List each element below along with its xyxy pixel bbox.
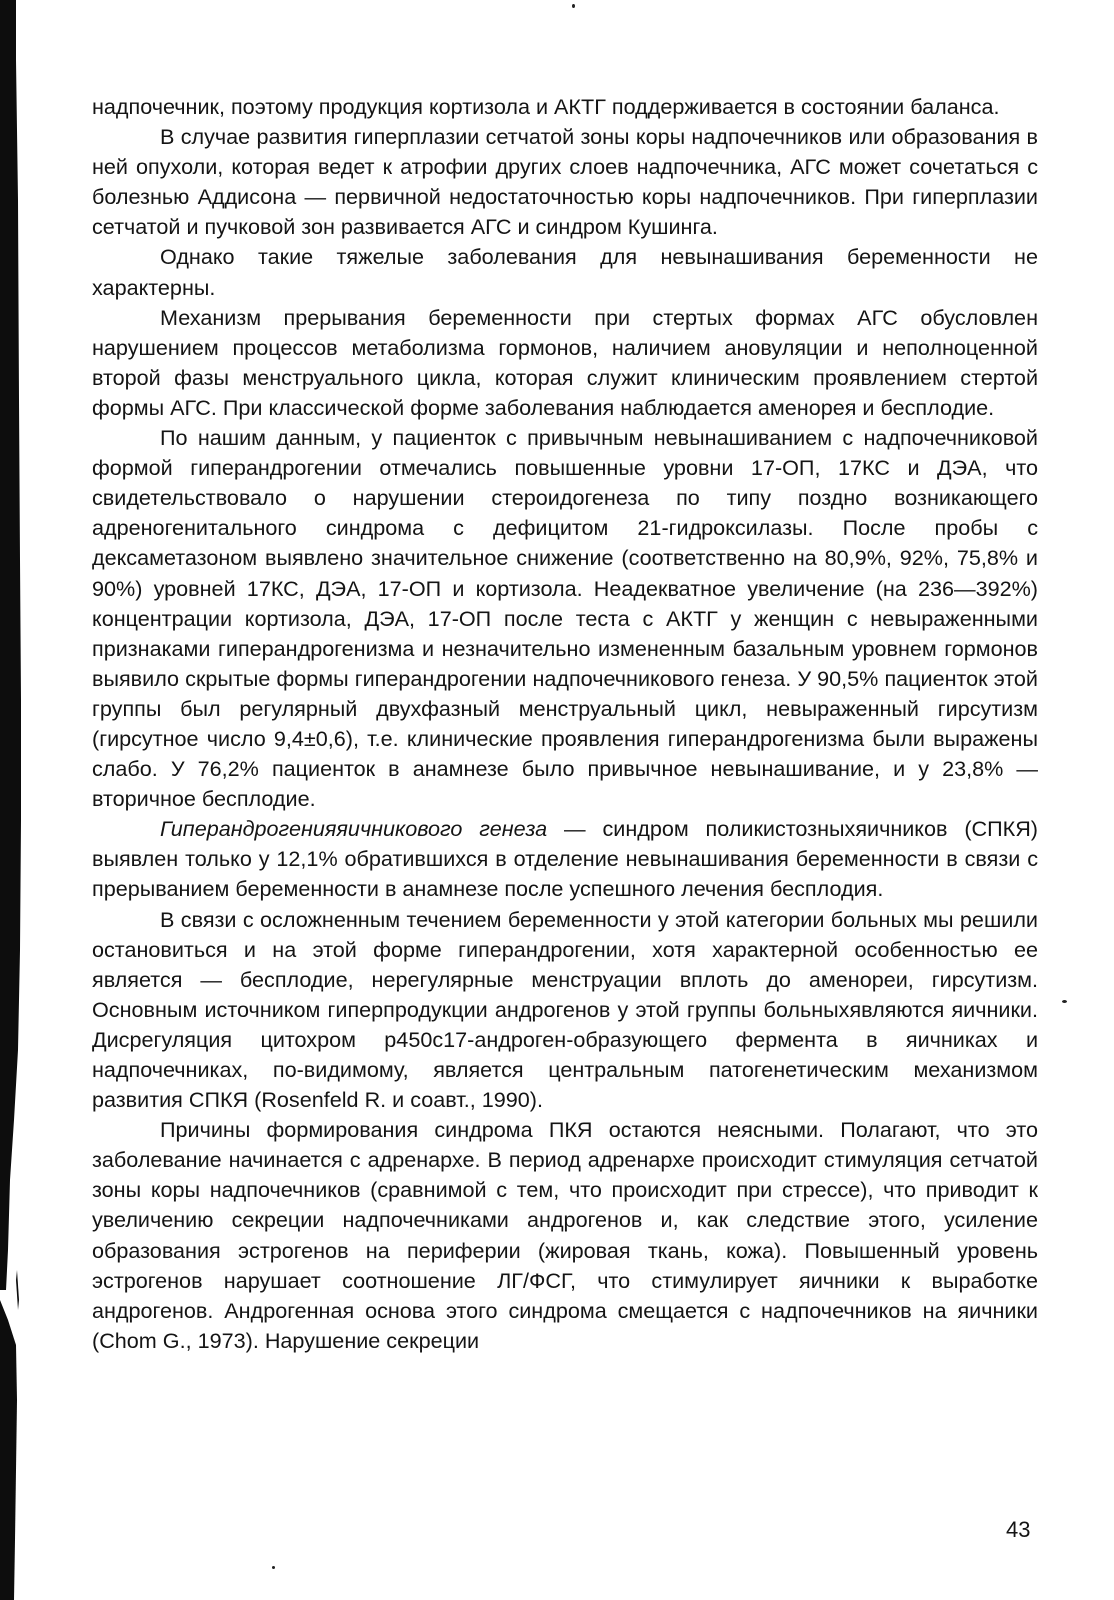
paragraph <box>92 814 1038 904</box>
paragraph: Механизм прерывания беременности при стертых формах АГС обусловлен нарушением процессов метаболизма гормонов, наличием ановуляции и неполноценной второй фазы менструального цикла, которая служит клиническим проявлением стертой формы АГС. При классической форме заболевания наблюдается аменорея и бесплодие. <box>92 304 1038 420</box>
paragraph: Однако такие тяжелые заболевания для невынашивания беременности не характерны. <box>92 244 1038 300</box>
paragraph-rest: — синдром поликистозныхяичников (СПКЯ) выявлен только у 12,1% обратившихся в отделение невынашивания беременности в связи с прерыванием беременности в анамнезе после успешного лечения бесплодия. <box>92 816 1038 902</box>
paragraph: Причины формирования синдрома ПКЯ остаются неясными. Полагают, что это заболевание начинается с адренархе. В период адренархе происходит стимуляция сетчатой зоны коры надпочечников (сравнимой с тем, что происходит при стрессе), что приводит к увеличению секреции надпочечниками андрогенов и, как следствие этого, усиление образования эстрогенов на периферии (жировая ткань, кожа). Повышенный уровень эстрогенов нарушает соотношение ЛГ/ФСГ, что стимулирует яичники к выработке андрогенов. Андрогенная основа этого синдрома смещается с надпочечников на яичники (Chom G., 1973). Нарушение секреции <box>92 1117 1038 1353</box>
body-text <box>92 92 1038 1356</box>
paragraph: В связи с осложненным течением беременности у этой категории больных мы решили остановиться и на этой форме гиперандрогении, хотя характерной особенностью ее является — бесплодие, нерегулярные менструации вплоть до аменореи, гирсутизм. Основным источником гиперпродукции андрогенов у этой группы больныхявляются яичники. Дисрегуляция цитохром р450с17-андроген-образующего фермента в яичниках и надпочечниках, по-видимому, является центральным патогенетическим механизмом развития СПКЯ (Rosenfeld R. и соавт., 1990). <box>92 906 1038 1113</box>
scan-speck <box>572 4 575 8</box>
paragraph: надпочечник, поэтому продукция кортизола и АКТГ поддерживается в состоянии баланса. <box>92 94 1000 119</box>
scan-binding-edge <box>0 0 22 1600</box>
italic-term: Гиперандрогенияяичникового генеза <box>160 816 548 842</box>
scan-speck <box>272 1566 275 1569</box>
paragraph: В случае развития гиперплазии сетчатой зоны коры надпочечников или образования в ней опухоли, которая ведет к атрофии других слоев надпочечника, АГС может сочетаться с болезнью Аддисона — первичной недостаточностью коры надпочечников. При гиперплазии сетчатой и пучковой зон развивается АГС и синдром Кушинга. <box>92 124 1038 240</box>
paragraph: По нашим данным, у пациенток с привычным невынашиванием с надпочечниковой формой гиперандрогении отмечались повышенные уровни 17-ОП, 17КС и ДЭА, что свидетельствовало о нарушении стероидогенеза по типу поздно возникающего адреногенитального синдрома с дефицитом 21-гидроксилазы. После пробы с дексаметазоном выявлено значительное снижение (соответственно на 80,9%, 92%, 75,8% и 90%) уровней 17КС, ДЭА, 17-ОП и кортизола. Неадекватное увеличение (на 236—392%) концентрации кортизола, ДЭА, 17-ОП после теста с АКТГ у женщин с невыраженными признаками гиперандрогенизма и незначительно измененным базальным уровнем гормонов выявило скрытые формы гиперандрогении надпочечникового генеза. У 90,5% пациенток этой группы был регулярный двухфазный менструальный цикл, невыраженный гирсутизм (гирсутное число 9,4±0,6), т.е. клинические проявления гиперандрогенизма были выражены слабо. У 76,2% пациенток в анамнезе было привычное невынашивание, и у 23,8% — вторичное бесплодие. <box>92 425 1038 812</box>
page-number: 43 <box>1006 1517 1031 1542</box>
scan-speck <box>1062 1000 1067 1003</box>
